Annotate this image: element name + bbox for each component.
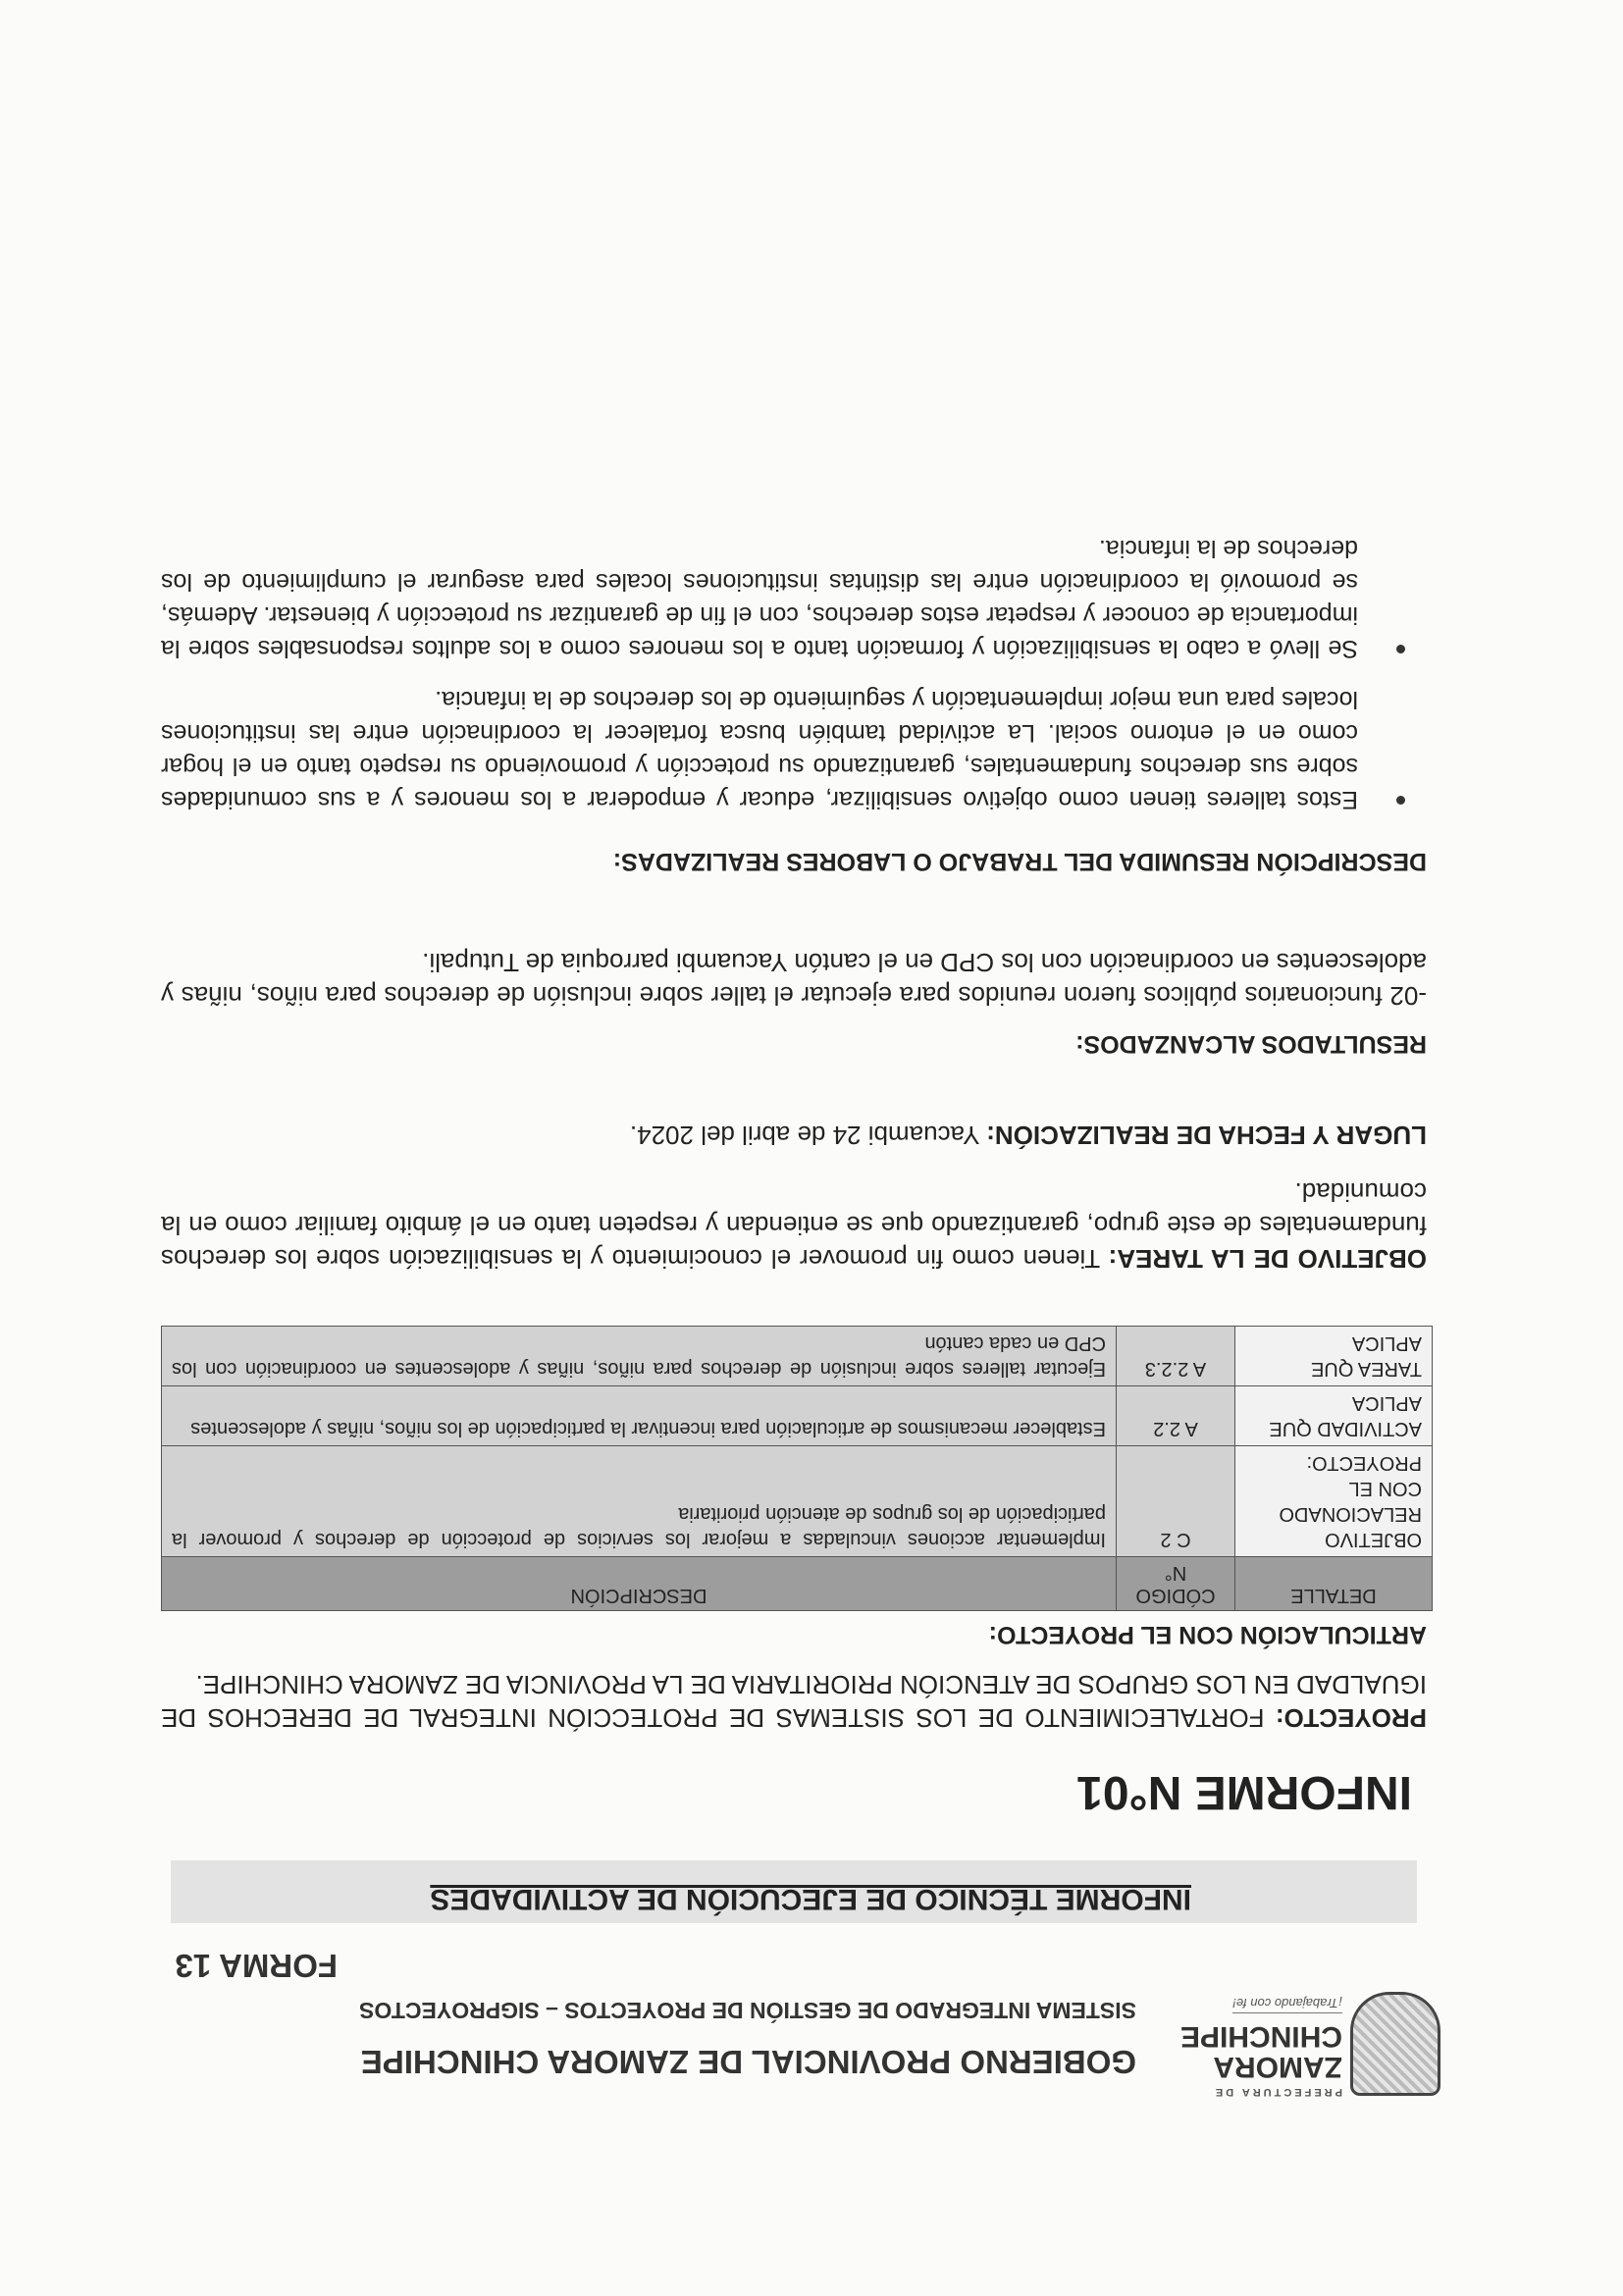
report-title-band xyxy=(171,1860,1417,1923)
list-item xyxy=(161,683,1417,816)
project-text: FORTALECIMIENTO DE LOS SISTEMAS DE PROTECCIÓN INTEGRAL DE DERECHOS DE IGUALDAD EN LOS GRUPOS DE ATENCIÓN PRIORITARIA DE LA PROVINCIA DE ZAMORA CHINCHIPE. xyxy=(161,1670,1427,1733)
report-number: INFORME N°01 xyxy=(1076,1766,1412,1818)
project-section xyxy=(161,1668,1427,1735)
detail-cell: TAREA QUE APLICA xyxy=(1235,1327,1433,1386)
logo-name xyxy=(1180,2021,1342,2082)
place-date-label: LUGAR Y FECHA DE REALIZACIÓN: xyxy=(986,1121,1427,1150)
description-cell: Implementar acciones vinculadas a mejorar los servicios de protección de derechos y promover la participación de los grupos de atención prioritaria xyxy=(162,1446,1117,1557)
description-cell: Establecer mecanismos de articulación para incentivar la participación de los niños, niñas y adolescentes xyxy=(162,1386,1117,1446)
articulation-title: ARTICULACIÓN CON EL PROYECTO: xyxy=(988,1621,1427,1648)
objective-label: OBJETIVO DE LA TAREA: xyxy=(1108,1244,1427,1274)
results-title: RESULTADOS ALCANZADOS: xyxy=(1075,1030,1427,1058)
description-cell: Ejecutar talleres sobre inclusión de derechos para niños, niñas y adolescentes en coordinación con los CPD en cada cantón xyxy=(162,1327,1117,1386)
objective-text: Tienen como fin promover el conocimiento y la sensibilización sobre los derechos fundamentales de este grupo, garantizando que se entiendan y respeten tanto en el ámbito familiar como en la comunidad. xyxy=(161,1177,1427,1274)
table-row xyxy=(162,1386,1433,1446)
logo-slogan: ¡Trabajando con fe! xyxy=(1232,1996,1342,2013)
table-row xyxy=(162,1446,1433,1557)
results-text: -02 funcionarios públicos fueron reunidos para ejecutar el taller sobre inclusión de derechos para niños, niñas y adolescentes en coordinación con los CPD en el cantón Yacuambi parroquia de Tutupali. xyxy=(161,948,1427,1011)
bullet-icon xyxy=(1396,645,1405,653)
table-header-row xyxy=(162,1557,1433,1611)
logo-subtitle: PREFECTURA DE xyxy=(1212,2086,1342,2098)
table-row xyxy=(162,1327,1433,1386)
list-item xyxy=(161,532,1417,665)
logo-name-line1: ZAMORA xyxy=(1213,2051,1342,2083)
column-header-description: DESCRIPCIÓN xyxy=(162,1557,1117,1611)
column-header-detail: DETALLE xyxy=(1235,1557,1433,1611)
code-cell: A 2.2.3 xyxy=(1117,1327,1235,1386)
code-cell: A 2.2 xyxy=(1117,1386,1235,1446)
project-label: PROYECTO: xyxy=(1275,1703,1427,1733)
list-item-text: Se llevó a cabo la sensibilización y formación tanto a los menores como a los adultos responsables sobre la importancia de conocer y respetar estos derechos, con el fin de garantizar su protección y bienestar. Además, se promovió la coordinación entre las distintas instituciones locales para asegurar el cumplimiento de los derechos de la infancia. xyxy=(161,535,1358,662)
detail-cell: OBJETIVO RELACIONADO CON EL PROYECTO: xyxy=(1235,1446,1433,1557)
logo-name-line2: CHINCHIPE xyxy=(1179,2020,1342,2053)
bullet-icon xyxy=(1396,796,1405,805)
list-item-text: Estos talleres tienen como objetivo sensibilizar, educar y empoderar a los menores y a sus comunidades sobre sus derechos fundamentales, garantizando su protección y promoviendo su respeto tanto en el hogar como en el entorno social. La actividad también busca fortalecer la coordinación entre las instituciones locales para una mejor implementación y seguimiento de los derechos de la infancia. xyxy=(161,686,1358,813)
form-label: FORMA 13 xyxy=(175,1948,338,1984)
prefectura-logo xyxy=(1156,1986,1440,2104)
letterhead xyxy=(165,1986,1440,2104)
articulation-table xyxy=(161,1326,1433,1611)
description-title: DESCRIPCIÓN RESUMIDA DEL TRABAJO O LABORES REALIZADAS: xyxy=(612,848,1427,875)
place-date-section xyxy=(161,1119,1427,1152)
coat-of-arms-icon xyxy=(1350,1992,1440,2096)
description-list xyxy=(161,514,1417,816)
place-date-text: Yacuambi 24 de abril del 2024. xyxy=(629,1121,980,1150)
system-title: SISTEMA INTEGRADO DE GESTIÓN DE PROYECTOS – SIGPROYECTOS xyxy=(359,1998,1136,2023)
report-title: INFORME TÉCNICO DE EJECUCIÓN DE ACTIVIDADES xyxy=(430,1883,1191,1915)
government-title: GOBIERNO PROVINCIAL DE ZAMORA CHINCHIPE xyxy=(360,2044,1136,2080)
column-header-code: CÓDIGO N° xyxy=(1117,1557,1235,1611)
objective-section xyxy=(161,1175,1427,1276)
code-cell: C 2 xyxy=(1117,1446,1235,1557)
detail-cell: ACTIVIDAD QUE APLICA xyxy=(1235,1386,1433,1446)
